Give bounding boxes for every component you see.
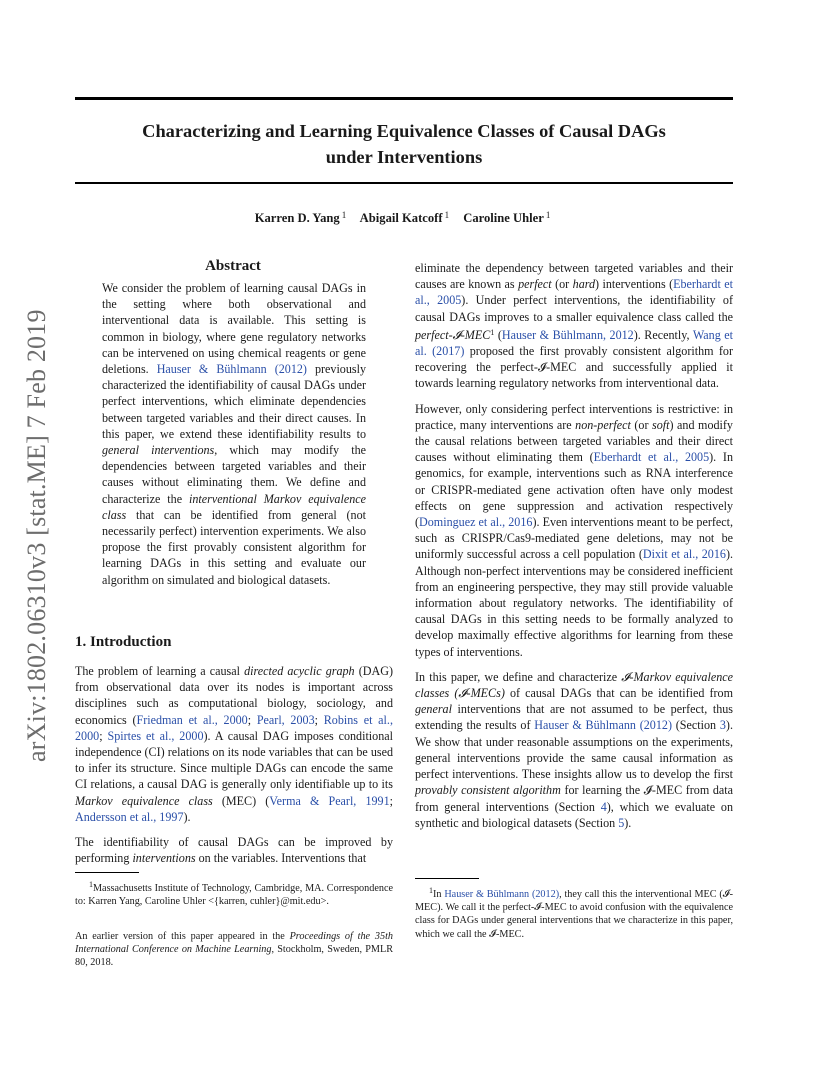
section-link[interactable]: 3	[719, 718, 726, 733]
citation-link[interactable]: Hauser & Bühlmann, 2012	[501, 327, 634, 342]
affiliation-mark: 1	[444, 210, 450, 220]
footnote-affiliation: $^1$Massachusetts Institute of Technology, Cambridge, MA. Correspondence to: Karren Yang, Caroline Uhler <{karren, cuhler}@mit.edu>.	[75, 872, 393, 908]
abstract-body: We consider the problem of learning causal DAGs in the setting where both observational and interventional data is available. This setting is common in biology, where gene regulatory networks can be intervened on using chemical reagents or gene deletions. Hauser & Bühlmann (2012) previously characterized the identifiability of causal DAGs under perfect interventions, which eliminate dependencies between targeted variables and their direct causes. In this paper, we extend these identifiability results to general interventions, which may modify the dependencies between targeted variables and their causes without eliminating them. We define and characterize the interventional Markov equivalence class that can be identified from general (not necessarily perfect) intervention experiments. We also propose the first provably consistent algorithm for learning DAGs in this setting and evaluate our algorithm on simulated and biological datasets.	[102, 281, 367, 587]
footnote-mark: 1	[89, 880, 93, 889]
citation-link[interactable]: Verma & Pearl, 1991	[269, 793, 390, 808]
citation-link[interactable]: Andersson et al., 1997	[75, 809, 184, 824]
arxiv-stamp: arXiv:1802.06310v3 [stat.ME] 7 Feb 2019	[22, 309, 51, 762]
title-line-2: under Interventions	[325, 147, 483, 167]
paragraph: eliminate the dependency between targeted variables and their causes are known as perfect (or hard) interventions (Eberhardt et al., 2005). Under perfect interventions, the identifiability of causal DAGs improves to a smaller equivalence class called the perfect-𝓘-MEC$^1$ (Hauser & Bühlmann, 2012). Recently, Wang et al. (2017) proposed the first provably consistent algorithm for recovering the perfect-𝓘-MEC and successfully applied it towards learning regulatory networks from interventional data.	[415, 261, 734, 391]
right-column-text	[415, 260, 733, 840]
author-name: Abigail Katcoff	[359, 211, 443, 225]
section-heading-introduction: 1. Introduction	[75, 634, 172, 650]
affiliation-mark: 1	[545, 210, 551, 220]
footnote-perfect-mec: $^1$In Hauser & Bühlmann (2012), they call this the interventional MEC (𝓘-MEC). We call it the perfect-𝓘-MEC to avoid confusion with the equivalence class for DAGs under general interventions that we characterize in this paper, which we call the 𝓘-MEC.	[415, 878, 733, 941]
bottom-rule	[75, 182, 733, 184]
affiliation-mark: 1	[341, 210, 347, 220]
paper-title	[75, 118, 733, 170]
citation-link[interactable]: Hauser & Bühlmann (2012)	[156, 362, 307, 377]
citation-link[interactable]: Wang et al. (2017)	[415, 327, 734, 359]
citation-link[interactable]: Pearl, 2003	[256, 712, 315, 727]
footnote-rule	[75, 872, 139, 873]
citation-link[interactable]: Dixit et al., 2016	[642, 547, 726, 562]
citation-link[interactable]: Robins et al., 2000	[75, 712, 393, 743]
left-column-text	[75, 663, 393, 875]
abstract-heading: Abstract	[205, 258, 261, 274]
author-name: Karren D. Yang	[254, 211, 340, 225]
paragraph: In this paper, we define and characterize 𝓘-Markov equivalence classes (𝓘-MECs) of causal DAGs that can be identified from general interventions that are not assumed to be perfect, thus extending the results of Hauser & Bühlmann (2012) (Section 3). We show that under reasonable assumptions on the experiments, general interventions provide the same causal information as perfect interventions. These insights allow us to develop the first provably consistent algorithm for learning the 𝓘-MEC from data from general interventions (Section 4), which we evaluate on synthetic and biological datasets (Section 5).	[415, 669, 734, 830]
citation-link[interactable]: Dominguez et al., 2016	[419, 515, 533, 530]
citation-link[interactable]: Spirtes et al., 2000	[107, 728, 204, 743]
paragraph: However, only considering perfect interventions is restrictive: in practice, many interventions are non-perfect (or soft) and modify the causal relations between targeted variables and their direct causes without eliminating them (Eberhardt et al., 2005). In genomics, for example, interventions such as RNA interference or CRISPR-mediated gene activation often have only modest effects on gene suppression and activation respectively (Dominguez et al., 2016). Even interventions meant to be perfect, such as CRISPR/Cas9-mediated gene deletions, may not be uniformly successful across a cell population (Dixit et al., 2016). Although non-perfect interventions may be considered inefficient from an engineering perspective, they may still provide valuable information about regulatory networks. The identifiability of causal DAGs in this setting needs to be formally analyzed to develop maximally effective algorithms for learning from these types of interventions.	[415, 401, 733, 659]
footnote-earlier-version: An earlier version of this paper appeared in the Proceedings of the 35th International Conference on Machine Learning, Stockholm, Sweden, PMLR 80, 2018.	[75, 931, 393, 969]
paragraph: The identifiability of causal DAGs can be improved by performing interventions on the variables. Interventions that	[75, 835, 393, 866]
section-link[interactable]: 5	[618, 815, 625, 830]
citation-link[interactable]: Hauser & Bühlmann (2012)	[534, 718, 672, 733]
title-line-1: Characterizing and Learning Equivalence Classes of Causal DAGs	[142, 121, 666, 141]
footnote-mark: 1	[429, 886, 433, 895]
citation-link[interactable]: Friedman et al., 2000	[136, 712, 248, 727]
citation-link[interactable]: Eberhardt et al., 2005	[415, 277, 733, 308]
citation-link[interactable]: Eberhardt et al., 2005	[593, 450, 710, 465]
top-rule	[75, 97, 733, 100]
author-name: Caroline Uhler	[463, 211, 544, 225]
citation-link[interactable]: Hauser & Bühlmann (2012)	[444, 889, 560, 900]
footnote-rule	[415, 878, 479, 879]
footnote-mark: 1	[490, 327, 495, 337]
section-link[interactable]: 4	[600, 799, 607, 814]
paragraph: The problem of learning a causal directed acyclic graph (DAG) from observational data over its nodes is important across disciplines such as computational biology, sociology, and economics (Friedman et al., 2000; Pearl, 2003; Robins et al., 2000; Spirtes et al., 2000). A causal DAG imposes conditional independence (CI) relations on its node variables that can be used to infer its structure. Since multiple DAGs can encode the same CI relations, a causal DAG is generally only identifiable up to its Markov equivalence class (MEC) (Verma & Pearl, 1991; Andersson et al., 1997).	[75, 664, 394, 824]
author-list	[75, 210, 733, 226]
